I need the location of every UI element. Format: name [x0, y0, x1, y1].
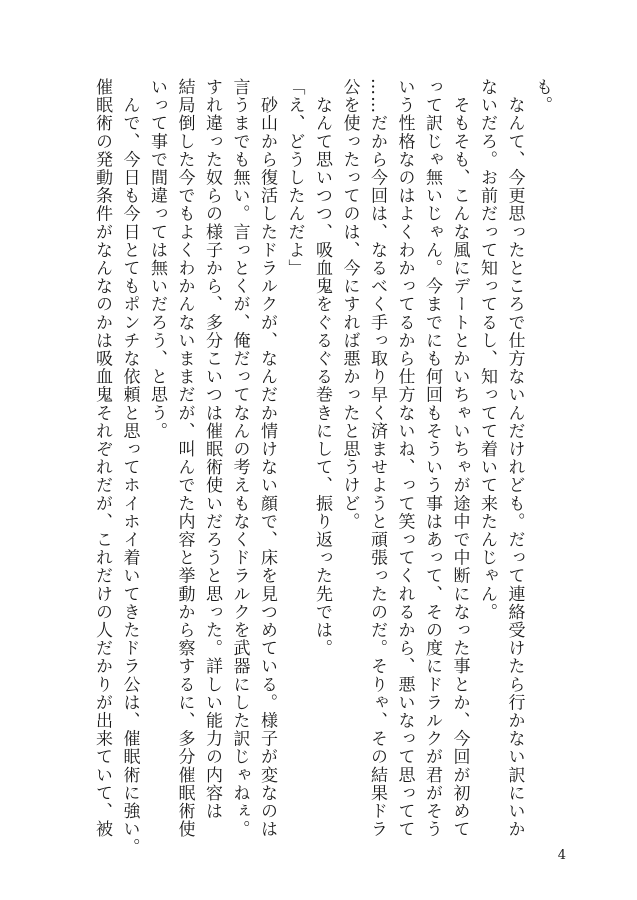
text-line: 砂山から復活したドラルクが、なんだか情けない顔で、床を見つめている。様子が変なのは	[257, 78, 277, 839]
text-line: ないだろ。お前だって知ってるし、知ってて着いて来たんじゃん。	[477, 78, 497, 621]
vertical-text-body	[88, 78, 556, 857]
text-line: 「え、どうしたんだよ」	[284, 78, 305, 278]
text-line: すれ違った奴らの様子から、多分こいつは催眠術使いだろうと思った。詳しい能力の内容は	[202, 78, 222, 821]
text-line: 言うまでも無い。言っとくが、俺だってなんの考えもなくドラルクを武器にした訳じゃねぇ。	[229, 78, 250, 839]
text-line: 催眠術の発動条件がなんなのかは吸血鬼それぞれだが、これだけの人だかりが出来ていて、被	[92, 78, 112, 839]
page-number: 4	[557, 848, 566, 863]
text-line: って訳じゃ無いじゃん。今までにも何回もそういう事はあって、その度にドラルクが君がそう	[422, 78, 442, 839]
text-line: ……だから今回は、なるべく手っ取り早く済ませようと頑張ったのだ。そりゃ、その結果ドラ	[367, 78, 387, 839]
text-line: なんて、今更思ったところで仕方ないんだけれども。だって連絡受けたら行かない訳にいか	[504, 78, 525, 839]
text-line: んで、今日も今日とてもポンチな依頼と思ってホイホイ着いてきたドラ公は、催眠術に強い。	[119, 78, 140, 857]
text-line: いって事で間違っては無いだろう、と思う。	[147, 78, 167, 440]
text-line: なんて思いつつ、吸血鬼をぐるぐる巻きにして、振り返った先では。	[312, 78, 332, 658]
text-line: 結局倒した今でもよくわかんないままだが、叫んでた内容と挙動から察するに、多分催眠術使	[174, 78, 195, 839]
text-line: そもそも、こんな風にデートとかいちゃいちゃが途中で中断になった事とか、今回が初めて	[449, 78, 470, 839]
text-line: いう性格なのはよくわかってるから仕方ないね、って笑ってくれるから、悪いなって思ってて	[394, 78, 415, 839]
text-line: も。	[532, 78, 552, 115]
text-line: 公を使ったってのは、今にすれば悪かったと思うけど。	[339, 78, 360, 531]
